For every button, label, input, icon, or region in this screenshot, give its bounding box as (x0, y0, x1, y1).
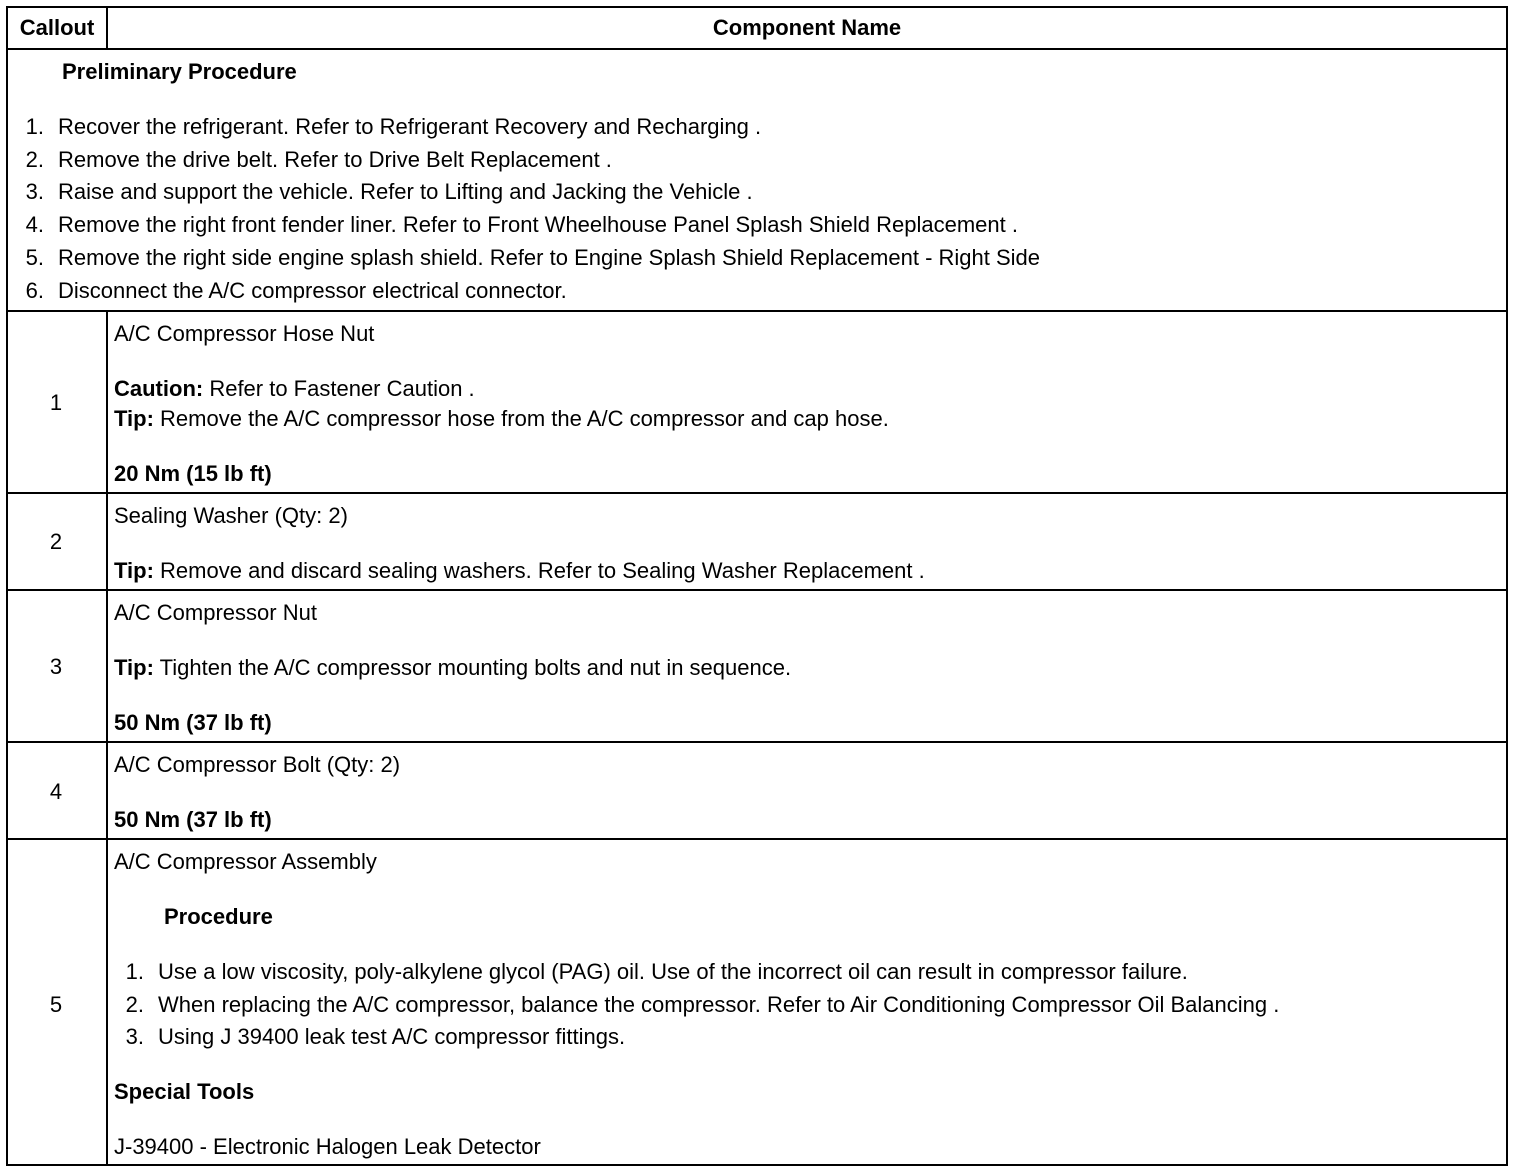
list-item: 3. Raise and support the vehicle. Refer to Lifting and Jacking the Vehicle . (25, 179, 753, 204)
table-row (8, 743, 1506, 838)
table-row (8, 591, 1506, 741)
torque-spec: 50 Nm (37 lb ft) (114, 710, 272, 735)
callout-number: 1 (49, 390, 63, 415)
list-item: 5. Remove the right side engine splash shield. Refer to Engine Splash Shield Replacement - Right Side (25, 245, 1041, 270)
callout-number: 2 (49, 529, 63, 554)
list-item: 2. Remove the drive belt. Refer to Drive Belt Replacement . (25, 147, 612, 172)
table-row (8, 312, 1506, 492)
callout-number: 4 (49, 779, 63, 804)
preliminary-section (8, 50, 1506, 310)
callout-number: 5 (49, 992, 63, 1017)
list-item: 1. Recover the refrigerant. Refer to Refrigerant Recovery and Recharging . (25, 114, 762, 139)
caution-note: Caution: Refer to Fastener Caution . (114, 376, 475, 401)
callout-number: 3 (49, 654, 63, 679)
list-item: 1. Use a low viscosity, poly-alkylene glycol (PAG) oil. Use of the incorrect oil can result in compressor failure. (125, 959, 1188, 984)
tip-note: Tip: Remove the A/C compressor hose from the A/C compressor and cap hose. (114, 406, 889, 431)
procedure-table (6, 6, 1508, 1166)
table-row (8, 840, 1506, 1164)
component-name: Sealing Washer (Qty: 2) (114, 503, 348, 528)
header-component-name: Component Name (712, 15, 902, 40)
tip-note: Tip: Remove and discard sealing washers. Refer to Sealing Washer Replacement . (114, 558, 925, 583)
component-name: A/C Compressor Nut (114, 600, 317, 625)
special-tools-title: Special Tools (114, 1079, 255, 1104)
list-item: 4. Remove the right front fender liner. Refer to Front Wheelhouse Panel Splash Shield Replacement . (25, 212, 1018, 237)
procedure-title: Procedure (164, 904, 273, 929)
preliminary-title: Preliminary Procedure (62, 59, 297, 84)
component-name: A/C Compressor Assembly (114, 849, 377, 874)
special-tool: J-39400 - Electronic Halogen Leak Detector (114, 1134, 541, 1159)
table-row (8, 494, 1506, 589)
component-name: A/C Compressor Bolt (Qty: 2) (114, 752, 401, 777)
header-callout: Callout (19, 15, 95, 40)
tip-note: Tip: Tighten the A/C compressor mounting bolts and nut in sequence. (114, 655, 792, 680)
component-name: A/C Compressor Hose Nut (114, 321, 375, 346)
list-item: 6. Disconnect the A/C compressor electrical connector. (25, 278, 567, 303)
header-divider (106, 8, 108, 48)
torque-spec: 20 Nm (15 lb ft) (114, 461, 272, 486)
list-item: 3. Using J 39400 leak test A/C compressor fittings. (125, 1024, 626, 1049)
list-item: 2. When replacing the A/C compressor, balance the compressor. Refer to Air Conditioning Compressor Oil Balancing . (125, 992, 1280, 1017)
torque-spec: 50 Nm (37 lb ft) (114, 807, 272, 832)
